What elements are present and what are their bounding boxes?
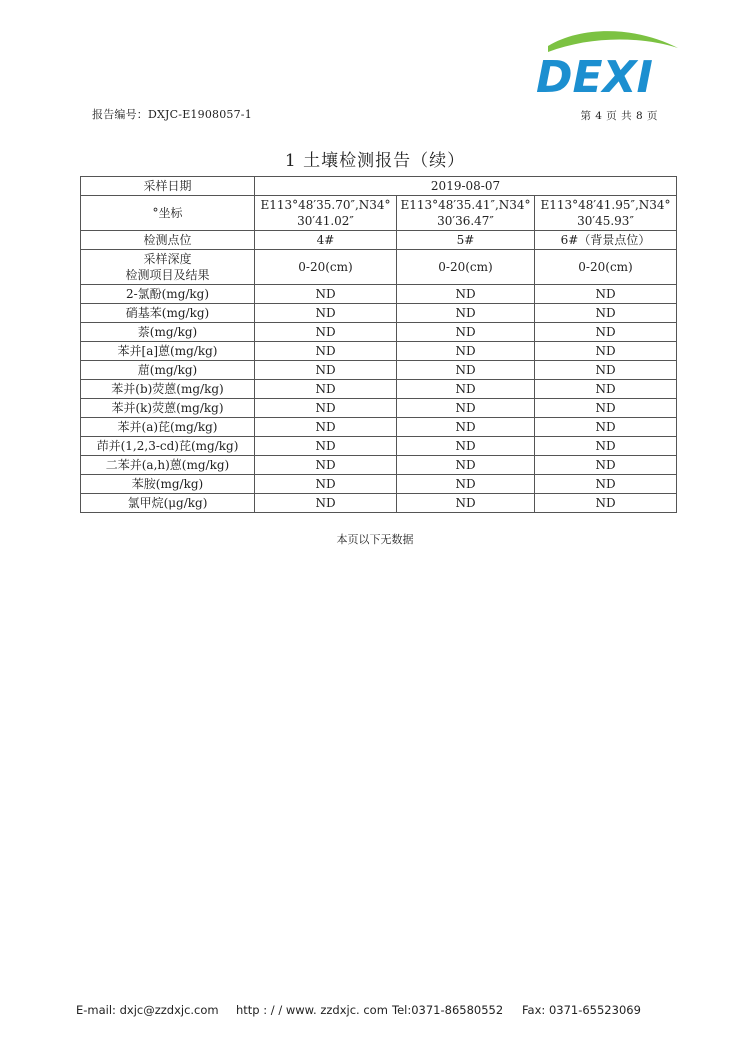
table-row xyxy=(81,304,677,323)
depth-cell: 0-20(cm) xyxy=(397,250,535,285)
result-value: ND xyxy=(535,399,677,418)
result-value: ND xyxy=(397,342,535,361)
result-value: ND xyxy=(535,361,677,380)
table-row xyxy=(81,342,677,361)
page-number: 第 4 页 共 8 页 xyxy=(580,110,658,122)
result-rows xyxy=(81,285,677,513)
result-value: ND xyxy=(397,437,535,456)
point-cell: 5# xyxy=(397,231,535,250)
coords-cell: E113°48′41.95″,N34° 30′45.93″ xyxy=(535,196,677,231)
test-item: 䓛(mg/kg) xyxy=(81,361,255,380)
table-row xyxy=(81,285,677,304)
table-row xyxy=(81,231,677,250)
depth-cell: 0-20(cm) xyxy=(535,250,677,285)
result-value: ND xyxy=(255,361,397,380)
result-value: ND xyxy=(255,399,397,418)
report-title: 1 土壤检测报告（续） xyxy=(284,151,466,171)
result-value: ND xyxy=(255,456,397,475)
depth-label-line2: 检测项目及结果 xyxy=(125,268,210,282)
report-number: 报告编号：DXJC-E1908057-1 xyxy=(92,108,252,121)
coords-label: °坐标 xyxy=(81,196,255,231)
result-value: ND xyxy=(535,475,677,494)
table-row xyxy=(81,380,677,399)
result-value: ND xyxy=(255,380,397,399)
footer-website: http : / / www. zzdxjc. com xyxy=(236,1003,388,1017)
result-value: ND xyxy=(255,342,397,361)
result-value: ND xyxy=(397,475,535,494)
result-value: ND xyxy=(397,304,535,323)
point-cell: 6#（背景点位） xyxy=(535,231,677,250)
result-value: ND xyxy=(397,361,535,380)
depth-label xyxy=(81,250,255,285)
table-row xyxy=(81,475,677,494)
result-value: ND xyxy=(397,323,535,342)
point-cell: 4# xyxy=(255,231,397,250)
depth-label-line1: 采样深度 xyxy=(143,252,192,266)
result-value: ND xyxy=(535,304,677,323)
coords-cell: E113°48′35.41″,N34° 30′36.47″ xyxy=(397,196,535,231)
result-value: ND xyxy=(397,494,535,513)
soil-test-table xyxy=(80,176,677,513)
footer-fax: Fax: 0371-65523069 xyxy=(522,1003,641,1017)
result-value: ND xyxy=(535,456,677,475)
table-row xyxy=(81,196,677,231)
table-row xyxy=(81,418,677,437)
logo-swoosh xyxy=(548,31,678,52)
result-value: ND xyxy=(255,304,397,323)
table-row xyxy=(81,177,677,196)
test-item: 苯并(b)荧蒽(mg/kg) xyxy=(81,380,255,399)
test-item: 苯并(k)荧蒽(mg/kg) xyxy=(81,399,255,418)
table-row xyxy=(81,250,677,285)
result-value: ND xyxy=(255,475,397,494)
table-row xyxy=(81,437,677,456)
result-value: ND xyxy=(255,494,397,513)
test-item: 萘(mg/kg) xyxy=(81,323,255,342)
point-label: 检测点位 xyxy=(81,231,255,250)
result-value: ND xyxy=(397,456,535,475)
test-item: 氯甲烷(μg/kg) xyxy=(81,494,255,513)
result-value: ND xyxy=(535,342,677,361)
table-row xyxy=(81,361,677,380)
test-item: 苯并(a)芘(mg/kg) xyxy=(81,418,255,437)
depth-cell: 0-20(cm) xyxy=(255,250,397,285)
sampling-date: 2019-08-07 xyxy=(255,177,677,196)
test-item: 苯胺(mg/kg) xyxy=(81,475,255,494)
dexi-logo xyxy=(530,28,690,100)
result-value: ND xyxy=(397,399,535,418)
result-value: ND xyxy=(535,418,677,437)
test-item: 硝基苯(mg/kg) xyxy=(81,304,255,323)
test-item: 2-氯酚(mg/kg) xyxy=(81,285,255,304)
result-value: ND xyxy=(397,380,535,399)
test-item: 二苯并(a,h)蒽(mg/kg) xyxy=(81,456,255,475)
result-value: ND xyxy=(535,437,677,456)
footer-tel: Tel:0371-86580552 xyxy=(392,1003,504,1017)
result-value: ND xyxy=(535,285,677,304)
test-item: 苯并[a]蒽(mg/kg) xyxy=(81,342,255,361)
result-value: ND xyxy=(255,285,397,304)
sampling-date-label: 采样日期 xyxy=(81,177,255,196)
table-row xyxy=(81,456,677,475)
logo-text: DEXI xyxy=(536,52,653,100)
no-more-data-note: 本页以下无数据 xyxy=(336,533,414,546)
result-value: ND xyxy=(255,418,397,437)
table-row xyxy=(81,323,677,342)
result-value: ND xyxy=(255,323,397,342)
result-value: ND xyxy=(397,418,535,437)
result-value: ND xyxy=(397,285,535,304)
result-value: ND xyxy=(535,323,677,342)
result-value: ND xyxy=(535,380,677,399)
coords-cell: E113°48′35.70″,N34° 30′41.02″ xyxy=(255,196,397,231)
result-value: ND xyxy=(255,437,397,456)
result-value: ND xyxy=(535,494,677,513)
test-item: 茚并(1,2,3-cd)芘(mg/kg) xyxy=(81,437,255,456)
footer-email: E-mail: dxjc@zzdxjc.com xyxy=(76,1003,219,1017)
table-row xyxy=(81,399,677,418)
table-row xyxy=(81,494,677,513)
